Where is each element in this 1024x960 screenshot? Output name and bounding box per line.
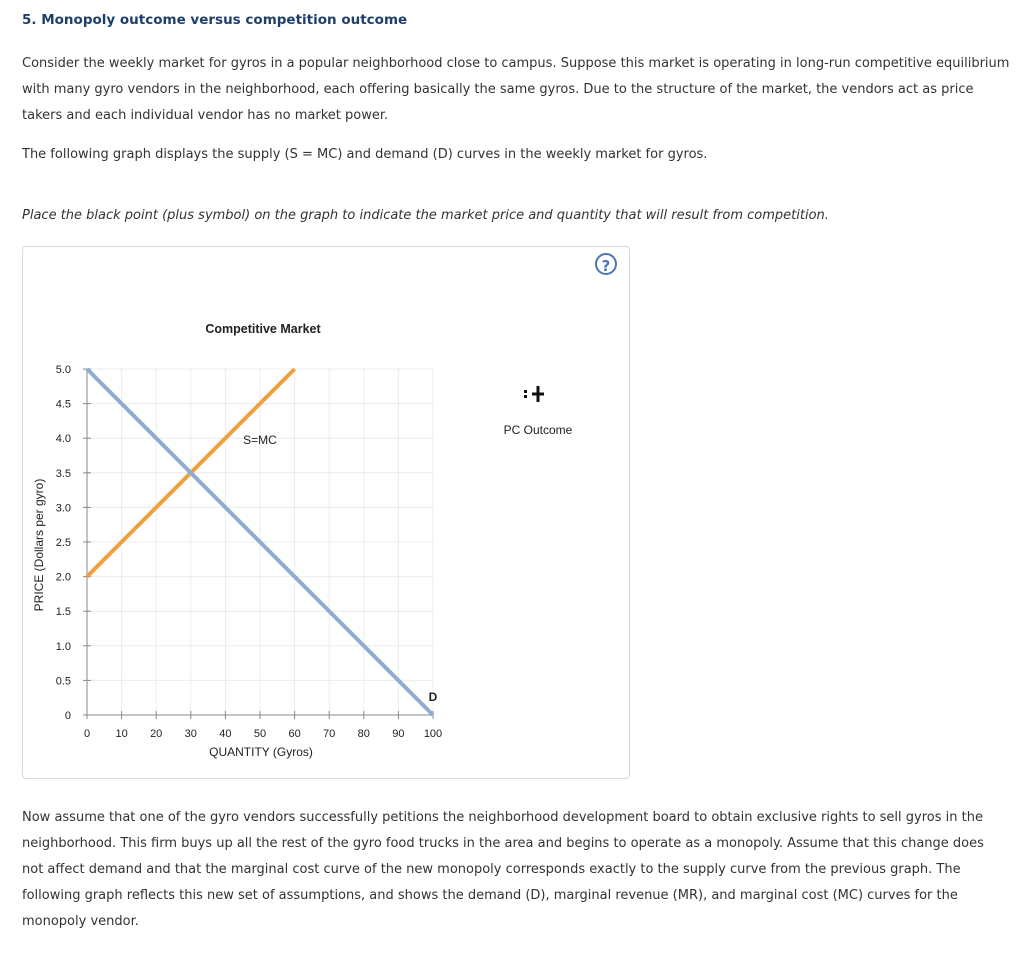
y-tick-label: 4.5 (55, 398, 71, 411)
y-tick-label: 1.0 (55, 640, 71, 653)
monopoly-paragraph: Now assume that one of the gyro vendors successfully petitions the neighborhood development board to obtain exclusive rights to sell gyros in the neighborhood. This firm buys up all the rest of the gyro food trucks in the area and begins to operate as a monopoly. Assume that this change does not affect demand and that the marginal cost curve of the new monopoly corresponds exactly to the supply curve from the previous graph. The following graph reflects this new set of assumptions, and shows the demand (D), marginal revenue (MR), and marginal cost (MC) curves for the monopoly vendor. (22, 810, 984, 929)
x-tick-label: 70 (323, 728, 336, 740)
y-tick-label: 3.0 (55, 502, 71, 515)
y-axis-label: PRICE (Dollars per gyro) (32, 478, 46, 612)
graph-description: The following graph displays the supply (S = MC) and demand (D) curves in the weekly market for gyros. (22, 147, 708, 162)
plus-point-icon[interactable] (524, 386, 544, 402)
y-tick-label: 0 (64, 710, 71, 722)
x-tick-label: 30 (184, 728, 197, 740)
section-heading: 5. Monopoly outcome versus competition outcome (22, 12, 408, 28)
x-tick-label: 0 (83, 728, 91, 740)
supply-curve-label: S=MC (243, 433, 277, 448)
help-icon[interactable]: ? (595, 253, 617, 275)
demand-curve-label: D (428, 690, 438, 704)
x-tick-label: 90 (392, 728, 405, 740)
x-tick-label: 80 (357, 728, 370, 740)
x-tick-label: 20 (150, 728, 163, 740)
x-tick-label: 10 (115, 728, 128, 740)
y-tick-label: 2.0 (55, 571, 71, 584)
y-tick-label: 3.5 (55, 467, 71, 480)
y-tick-label: 0.5 (55, 675, 71, 688)
pc-outcome-tool[interactable] (504, 386, 573, 437)
x-tick-label: 60 (288, 728, 301, 740)
x-tick-label: 50 (253, 728, 267, 740)
y-tick-label: 5.0 (55, 364, 71, 376)
instruction-text: Place the black point (plus symbol) on the graph to indicate the market price and quantity that will result from competition. (22, 208, 829, 223)
pc-outcome-label: PC Outcome (503, 423, 573, 437)
intro-paragraph: Consider the weekly market for gyros in a popular neighborhood close to campus. Suppose this market is operating in long-run competitive equilibrium with many gyro vendors in the neighborhood, each offering basically the same gyros. Due to the structure of the market, the vendors act as price takers and each individual vendor has no market power. (22, 56, 1010, 123)
x-tick-label: 40 (219, 728, 232, 740)
chart-title: Competitive Market (205, 322, 321, 336)
y-tick-label: 1.5 (55, 606, 71, 619)
y-tick-label: 2.5 (55, 537, 71, 549)
x-axis-label: QUANTITY (Gyros) (209, 745, 313, 759)
x-tick-label: 100 (423, 728, 443, 740)
y-tick-label: 4.0 (55, 433, 71, 446)
